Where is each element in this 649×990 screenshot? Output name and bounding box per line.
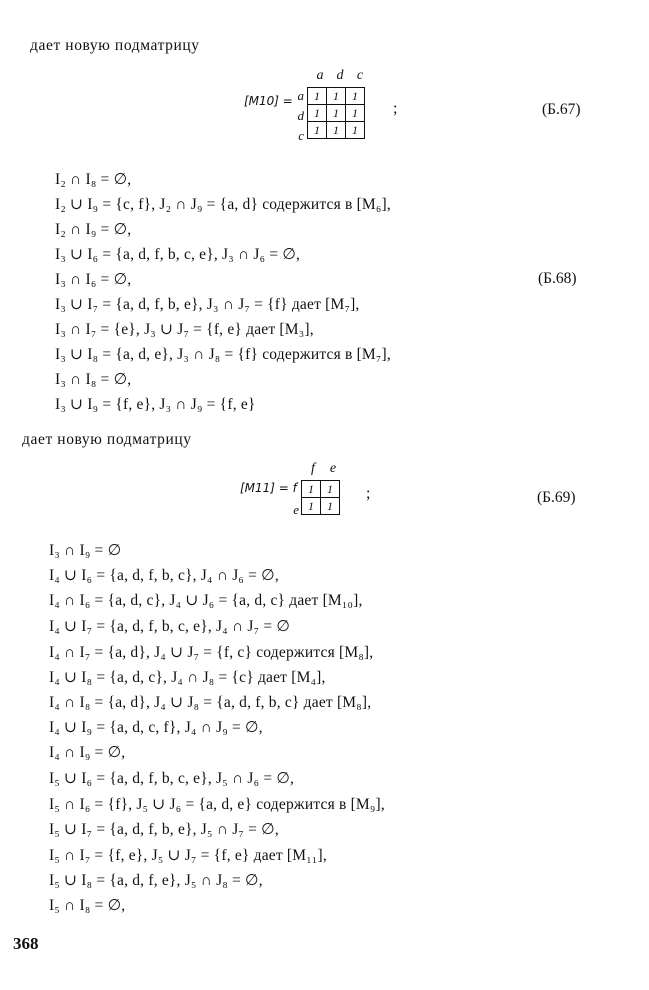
equation-line: I₂ ∪ I₉ = {c, f}, J₂ ∩ J₉ = {a, d} содержится в [M₆], [55, 196, 391, 213]
equation-line: I₅ ∩ I₆ = {f}, J₅ ∪ J₆ = {a, d, e} содержится в [M₉], [49, 796, 385, 813]
equation-line: I₄ ∪ I₉ = {a, d, c, f}, J₄ ∩ J₉ = ∅, [49, 719, 263, 736]
matrix-67-col-2: c [356, 68, 364, 83]
matrix-67-cell: 1 [327, 122, 346, 139]
matrix-67-row-label-1: d [297, 108, 304, 123]
matrix-69-cell: 1 [321, 481, 340, 498]
matrix-69-label: [M11] = f [240, 481, 297, 495]
matrix-69-row-label-1: e [293, 502, 299, 517]
matrix-67-semicolon: ; [393, 100, 398, 117]
equation-line: I₅ ∪ I₇ = {a, d, f, b, e}, J₅ ∩ J₇ = ∅, [49, 821, 279, 838]
equation-line: I₅ ∩ I₇ = {f, e}, J₅ ∪ J₇ = {f, e} дает [M₁₁], [49, 847, 327, 864]
matrix-67-col-1: d [336, 68, 344, 83]
matrix-67-cell: 1 [308, 105, 327, 122]
page-number: 368 [13, 934, 39, 953]
equation-line: I₂ ∩ I₉ = ∅, [55, 221, 132, 238]
equation-line: I₄ ∪ I₆ = {a, d, f, b, c}, J₄ ∩ J₆ = ∅, [49, 567, 279, 584]
matrix-69-grid [301, 480, 340, 515]
equation-line: I₃ ∪ I₇ = {a, d, f, b, e}, J₃ ∩ J₇ = {f} дает [M₇], [55, 296, 360, 313]
matrix-67-row-label-0: a [297, 88, 304, 103]
equation-line: I₃ ∪ I₈ = {a, d, e}, J₃ ∩ J₈ = {f} содержится в [M₇], [55, 346, 391, 363]
matrix-67-cell: 1 [327, 105, 346, 122]
equation-line: I₃ ∩ I₉ = ∅ [49, 542, 122, 559]
matrix-69-semicolon: ; [366, 485, 371, 502]
matrix-67-cell: 1 [346, 105, 365, 122]
matrix-67-cell: 1 [346, 122, 365, 139]
matrix-67-label: [M10] = [244, 94, 293, 108]
equation-line: I₃ ∩ I₈ = ∅, [55, 371, 132, 388]
matrix-69-cell: 1 [302, 481, 321, 498]
equation-line: I₃ ∪ I₉ = {f, e}, J₃ ∩ J₉ = {f, e} [55, 396, 256, 413]
intro-text-1: дает новую подматрицу [30, 37, 200, 54]
equation-line: I₃ ∩ I₆ = ∅, [55, 271, 132, 288]
equation-line: I₄ ∩ I₆ = {a, d, c}, J₄ ∪ J₆ = {a, d, c} дает [M₁₀], [49, 592, 363, 609]
equation-line: I₄ ∩ I₈ = {a, d}, J₄ ∪ J₈ = {a, d, f, b, c} дает [M₈], [49, 694, 372, 711]
equation-line: I₃ ∪ I₆ = {a, d, f, b, c, e}, J₃ ∩ J₆ = ∅, [55, 246, 301, 263]
equation-line: I₅ ∩ I₈ = ∅, [49, 897, 126, 914]
matrix-67-grid [307, 87, 365, 139]
matrix-67-cell: 1 [346, 88, 365, 105]
equation-line: I₄ ∩ I₉ = ∅, [49, 744, 126, 761]
matrix-67-col-0: a [316, 68, 324, 83]
equation-line: I₄ ∩ I₇ = {a, d}, J₄ ∪ J₇ = {f, c} содержится [M₈], [49, 644, 374, 661]
matrix-69-col-0: f [311, 461, 315, 476]
matrix-67-cell: 1 [308, 122, 327, 139]
equation-line: I₄ ∪ I₇ = {a, d, f, b, c, e}, J₄ ∩ J₇ = ∅ [49, 618, 291, 635]
matrix-69-col-1: e [329, 461, 337, 476]
equation-line: I₄ ∪ I₈ = {a, d, c}, J₄ ∩ J₈ = {c} дает [M₄], [49, 669, 326, 686]
matrix-67-cell: 1 [327, 88, 346, 105]
equation-number-67: (Б.67) [542, 101, 581, 118]
matrix-67-cell: 1 [308, 88, 327, 105]
equation-line: I₃ ∩ I₇ = {e}, J₃ ∪ J₇ = {f, e} дает [M₃], [55, 321, 314, 338]
equation-line: I₅ ∪ I₆ = {a, d, f, b, c, e}, J₅ ∩ J₆ = ∅, [49, 770, 295, 787]
intro-text-2: дает новую подматрицу [22, 431, 192, 448]
equation-number-69: (Б.69) [537, 489, 576, 506]
equation-number-68: (Б.68) [538, 270, 577, 287]
matrix-69-cell: 1 [321, 498, 340, 515]
matrix-69-cell: 1 [302, 498, 321, 515]
equation-line: I₂ ∩ I₈ = ∅, [55, 171, 132, 188]
equation-line: I₅ ∪ I₈ = {a, d, f, e}, J₅ ∩ J₈ = ∅, [49, 872, 263, 889]
matrix-67-row-label-2: c [298, 128, 304, 143]
